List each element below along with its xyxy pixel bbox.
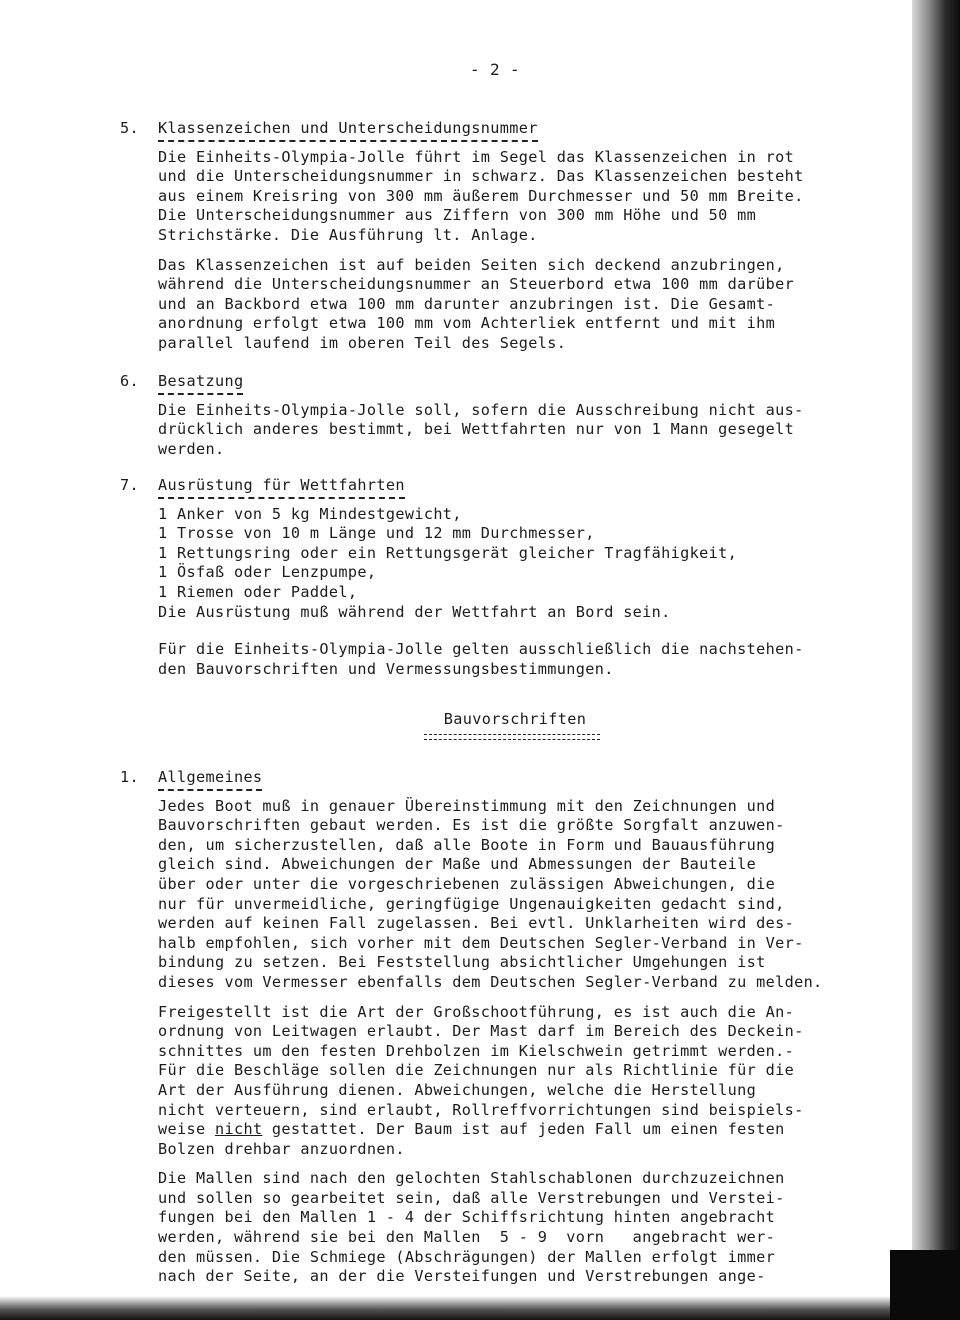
paragraph-text: gestattet. Der Baum ist auf jeden Fall um einen festen Bolzen drehbar anzuordnen. — [158, 1120, 785, 1158]
section-number: 7. — [120, 476, 139, 494]
section-besatzung — [120, 372, 900, 459]
section-allgemeines — [120, 768, 900, 1287]
section-number: 1. — [120, 768, 139, 786]
scan-corner-shadow — [890, 1250, 960, 1320]
section-number: 6. — [120, 372, 139, 390]
paragraph: Die Mallen sind nach den gelochten Stahlschablonen durchzuzeichnen und sollen so gearbeitet sein, daß alle Verstrebungen und Verstei- fungen bei den Mallen 1 - 4 der Schiffsrichtung hinten angebracht werden, während sie bei den Mallen 5 - 9 vorn angebracht wer- den müssen. Die Schmiege (Abschrägungen) der Mallen erfolgt immer nach der Seite, an der die Versteifungen und Verstrebungen ange- — [158, 1169, 785, 1286]
scan-bottom-shadow — [0, 1296, 960, 1320]
page-number: - 2 - — [470, 60, 520, 79]
section-number: 5. — [120, 119, 139, 137]
section-klassenzeichen — [120, 119, 900, 354]
title-double-rule — [424, 734, 600, 740]
section-heading: Ausrüstung für Wettfahrten — [158, 476, 405, 499]
paragraph: Jedes Boot muß in genauer Übereinstimmung mit den Zeichnungen und Bauvorschriften gebaut werden. Es ist die größte Sorgfalt anzuwen- den, um sicherzustellen, daß alle Boote in Form und Bauausführung gleich sind. Abweichungen der Maße und Abmessungen der Bauteile über oder unter die vorgeschriebenen zulässigen Abweichungen, die nur für unvermeidliche, geringfügige Ungenauigkeiten gedacht sind, werden auf keinen Fall zugelassen. Bei evtl. Unklarheiten wird des- halb empfohlen, sich vorher mit dem Deutschen Segler-Verband in Ver- bindung zu setzen. Bei Feststellung absichtlicher Umgehungen ist dieses vom Vermesser ebenfalls dem Deutschen Segler-Verband zu melden. — [158, 796, 823, 991]
scan-edge-shadow — [912, 0, 960, 1320]
underlined-word: nicht — [214, 1120, 263, 1139]
section-heading: Allgemeines — [158, 768, 262, 791]
section-ausruestung — [120, 476, 900, 679]
paragraph: Die Einheits-Olympia-Jolle soll, sofern die Ausschreibung nicht aus- drücklich anderes bestimmt, bei Wettfahrten nur von 1 Mann gesegelt werden. — [158, 400, 804, 458]
paragraph-text: Freigestellt ist die Art der Großschootführung, es ist auch die An- ordnung von Leitwagen erlaubt. Der Mast darf im Bereich des Deckein- schnittes um den festen Drehbolzen im Kielschwein getrimmt werden.- Für die Beschläge sollen die Zeichnungen nur als Richtlinie für die Art der Ausführung dienen. Abweichungen, welche die Herstellung nicht verteuern, sind erlaubt, Rollreffvorrichtungen sind beispiels- weise — [158, 1002, 804, 1139]
paragraph — [158, 1003, 900, 1160]
paragraph: Für die Einheits-Olympia-Jolle gelten ausschließlich die nachstehen- den Bauvorschriften und Vermessungsbestimmungen. — [158, 640, 804, 678]
equipment-list: 1 Anker von 5 kg Mindestgewicht, 1 Trosse von 10 m Länge und 12 mm Durchmesser, 1 Rettungsring oder ein Rettungsgerät gleicher Tragfähigkeit, 1 Ösfaß oder Lenzpumpe, 1 Riemen oder Paddel, Die Ausrüstung muß während der Wettfahrt an Bord sein. — [158, 504, 738, 621]
paragraph: Die Einheits-Olympia-Jolle führt im Segel das Klassenzeichen in rot und die Unterscheidungsnummer in schwarz. Das Klassenzeichen besteht aus einem Kreisring von 300 mm äußerem Durchmesser und 50 mm Breite. Die Unterscheidungsnummer aus Ziffern von 300 mm Höhe und 50 mm Strichstärke. Die Ausführung lt. Anlage. — [158, 147, 804, 244]
section-heading: Klassenzeichen und Unterscheidungsnummer — [158, 119, 538, 142]
paragraph: Das Klassenzeichen ist auf beiden Seiten sich deckend anzubringen, während die Unterscheidungsnummer an Steuerbord etwa 100 mm darüber und an Backbord etwa 100 mm darunter anzubringen ist. Die Gesamt- anordnung erfolgt etwa 100 mm vom Achterliek entfernt und mit ihm parallel laufend im oberen Teil des Segels. — [158, 255, 795, 352]
section-heading: Besatzung — [158, 372, 243, 395]
bauvorschriften-title: Bauvorschriften — [443, 710, 587, 728]
